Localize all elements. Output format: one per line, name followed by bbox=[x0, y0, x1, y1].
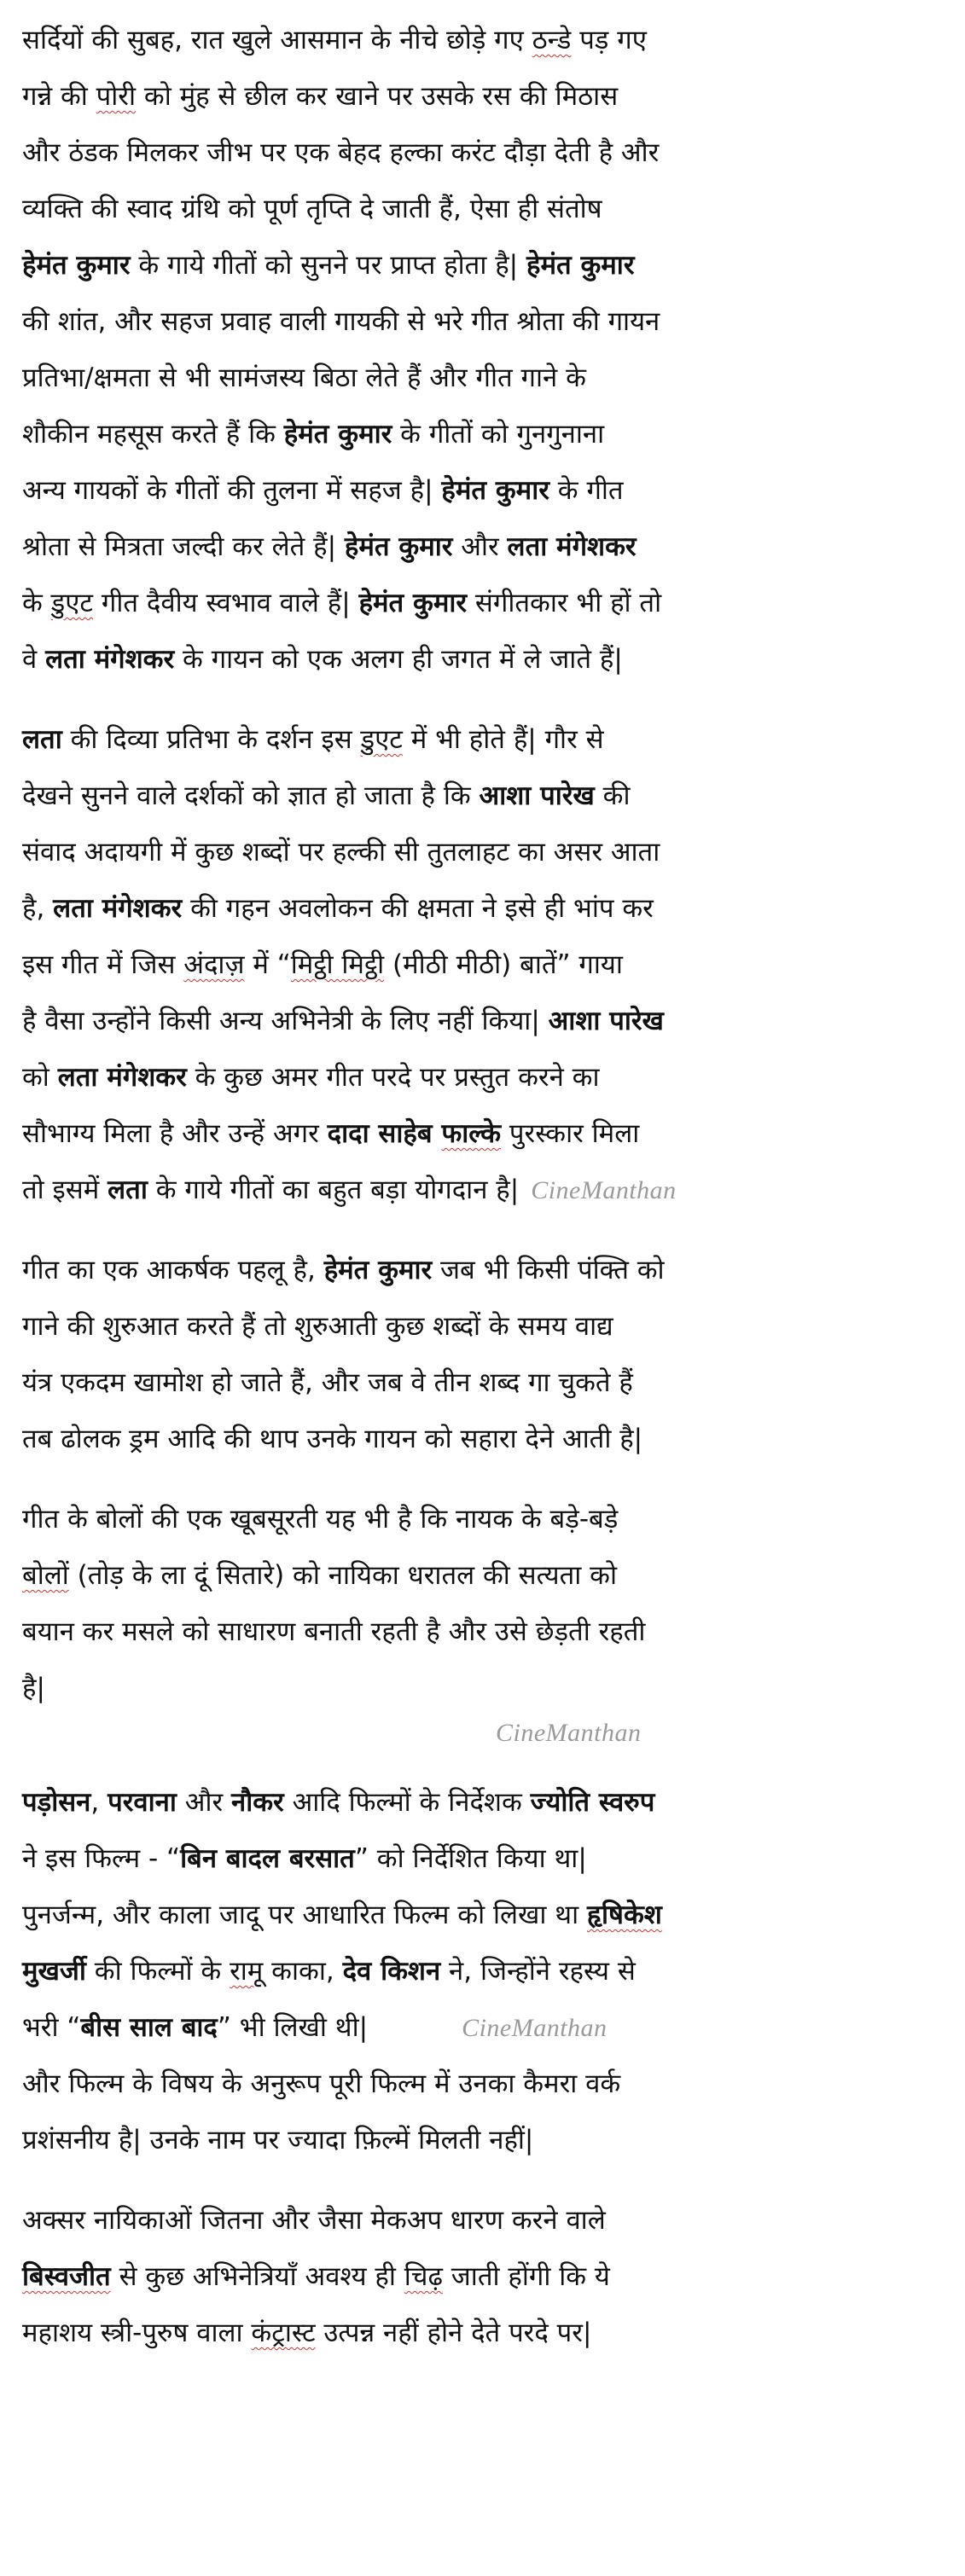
text-run: उत्पन्न नहीं होने देते परदे पर| bbox=[315, 2318, 592, 2348]
text-run: के bbox=[22, 588, 51, 618]
bold-flagged-text: हृषिकेश bbox=[586, 1900, 662, 1930]
text-run: के गीत bbox=[549, 475, 624, 506]
spellcheck-flagged-word: पोरी bbox=[96, 81, 137, 112]
text-line bbox=[22, 125, 961, 181]
text-run: गाने की शुरुआत करते हैं तो शुरुआती कुछ शब्दों के समय वाद्य bbox=[22, 1311, 613, 1342]
paragraph-gap bbox=[22, 688, 961, 711]
text-run: अन्य गायकों के गीतों की तुलना में सहज है| bbox=[22, 475, 442, 506]
bold-flagged-text: फाल्के bbox=[441, 1118, 502, 1149]
watermark-logo: CineManthan bbox=[496, 1719, 642, 1747]
spellcheck-flagged-word: अंदाज़ bbox=[183, 949, 245, 980]
spellcheck-flagged-word: चिढ़ bbox=[404, 2261, 443, 2292]
text-line bbox=[22, 1604, 961, 1660]
text-line bbox=[22, 68, 961, 125]
text-line bbox=[22, 1943, 961, 1999]
text-line bbox=[22, 2248, 961, 2305]
text-run: के गायन को एक अलग ही जगत में ले जाते हैं| bbox=[174, 644, 623, 675]
text-run: के गाये गीतों का बहुत बड़ा योगदान है| bbox=[147, 1175, 520, 1205]
text-run: श्रोता से मित्रता जल्दी कर लेते हैं| bbox=[22, 531, 345, 562]
bold-name: लता bbox=[108, 1175, 148, 1205]
spellcheck-flagged-word: ठन्डे bbox=[532, 25, 572, 55]
text-line bbox=[22, 937, 961, 993]
watermark-logo: CineManthan bbox=[531, 1176, 677, 1204]
text-run: को bbox=[22, 1062, 58, 1093]
text-line bbox=[22, 2192, 961, 2248]
text-line bbox=[22, 519, 961, 575]
bold-name: नौकर bbox=[231, 1787, 284, 1818]
text-run: ” भी लिखी थी| bbox=[217, 2012, 369, 2043]
text-run: सौभाग्य मिला है और उन्हें अगर bbox=[22, 1118, 328, 1149]
article-body bbox=[22, 12, 961, 2361]
text-line bbox=[22, 631, 961, 688]
text-run: सर्दियों की सुबह, रात खुले आसमान के नीचे छोड़े गए bbox=[22, 25, 532, 55]
watermark-logo: CineManthan bbox=[462, 2014, 607, 2042]
text-line bbox=[22, 1049, 961, 1105]
bold-name: मुखर्जी bbox=[22, 1956, 86, 1987]
bold-name: ज्योति स्वरुप bbox=[530, 1787, 655, 1818]
paragraph-gap bbox=[22, 1750, 961, 1774]
paragraph bbox=[22, 2192, 961, 2361]
text-run: और bbox=[452, 531, 508, 562]
text-run: गीत के बोलों की एक खूबसूरती यह भी है कि नायक के बड़े-बड़े bbox=[22, 1504, 619, 1535]
text-run: के कुछ अमर गीत परदे पर प्रस्तुत करने का bbox=[186, 1062, 600, 1093]
text-run: गन्ने की bbox=[22, 81, 96, 112]
text-run: को मुंह से छील कर खाने पर उसके रस की मिठास bbox=[136, 81, 619, 112]
text-line bbox=[22, 1660, 961, 1716]
text-run: की फिल्मों के bbox=[85, 1956, 230, 1987]
text-line bbox=[22, 350, 961, 406]
bold-name: पड़ोसन bbox=[22, 1787, 91, 1818]
bold-name: लता bbox=[22, 724, 62, 755]
text-line bbox=[22, 768, 961, 824]
text-line bbox=[22, 1242, 961, 1298]
text-line bbox=[22, 1411, 961, 1467]
paragraph bbox=[22, 711, 961, 1218]
text-run: (तोड़ के ला दूं सितारे) को नायिका धरातल की सत्यता को bbox=[68, 1560, 618, 1591]
text-line bbox=[22, 1105, 961, 1162]
text-run: की गहन अवलोकन की क्षमता ने इसे ही भांप कर bbox=[182, 893, 654, 924]
bold-name: हेमंत कुमार bbox=[283, 419, 392, 450]
bold-name: हेमंत कुमार bbox=[441, 475, 549, 506]
bold-name: हेमंत कुमार bbox=[344, 531, 453, 562]
text-line bbox=[22, 181, 961, 237]
text-run: है, bbox=[22, 893, 54, 924]
text-run: है| bbox=[22, 1673, 45, 1703]
text-run: से कुछ अभिनेत्रियाँ अवश्य ही bbox=[110, 2261, 404, 2292]
text-run: यंत्र एकदम खामोश हो जाते हैं, और जब वे तीन शब्द गा चुकते हैं bbox=[22, 1367, 633, 1398]
bold-flagged-text: बिस्वजीत bbox=[22, 2261, 111, 2292]
text-run: जब भी किसी पंक्ति को bbox=[432, 1255, 665, 1285]
bold-name: देव किशन bbox=[342, 1956, 441, 1987]
paragraph bbox=[22, 1491, 961, 1750]
bold-name: परवाना bbox=[108, 1787, 177, 1818]
spellcheck-flagged-word: डुएट bbox=[360, 724, 403, 755]
spellcheck-flagged-word: डुएट bbox=[50, 588, 94, 618]
bold-name: लता मंगेशकर bbox=[507, 531, 637, 562]
text-line bbox=[22, 1830, 961, 1887]
text-run: और bbox=[176, 1787, 232, 1818]
bold-name: बिन बादल बरसात bbox=[180, 1843, 355, 1874]
text-run: तो इसमें bbox=[22, 1175, 108, 1205]
text-run: की दिव्या प्रतिभा के दर्शन इस bbox=[61, 724, 361, 755]
text-run: भरी “ bbox=[22, 2012, 81, 2043]
text-line bbox=[22, 1547, 961, 1604]
text-run: अक्सर नायिकाओं जितना और जैसा मेकअप धारण करने वाले bbox=[22, 2205, 606, 2236]
text-line bbox=[22, 1774, 961, 1830]
text-run: ने इस फिल्म - “ bbox=[22, 1843, 181, 1874]
text-run: और फिल्म के विषय के अनुरूप पूरी फिल्म में उनका कैमरा वर्क bbox=[22, 2068, 621, 2099]
text-run: जाती होंगी कि ये bbox=[442, 2261, 610, 2292]
text-line bbox=[22, 1887, 961, 1943]
text-run: की bbox=[594, 780, 631, 811]
paragraph bbox=[22, 1242, 961, 1467]
bold-name: हेमंत कुमार bbox=[22, 250, 131, 281]
text-line bbox=[22, 880, 961, 937]
text-run: पुनर्जन्म, और काला जादू पर आधारित फिल्म को लिखा था bbox=[22, 1900, 587, 1930]
bold-name: दादा साहेब bbox=[327, 1118, 442, 1149]
text-run: प्रशंसनीय है| उनके नाम पर ज्यादा फ़िल्में मिलती नहीं| bbox=[22, 2125, 534, 2155]
text-run: गीत दैवीय स्वभाव वाले हैं| bbox=[93, 588, 359, 618]
spellcheck-flagged-word: रामू bbox=[230, 1956, 264, 1987]
text-run: व्यक्ति की स्वाद ग्रंथि को पूर्ण तृप्ति दे जाती हैं, ऐसा ही संतोष bbox=[22, 194, 602, 224]
text-line bbox=[22, 237, 961, 293]
text-run: इस गीत में जिस bbox=[22, 949, 184, 980]
bold-name: आशा पारेख bbox=[479, 780, 595, 811]
text-line bbox=[22, 1162, 961, 1218]
text-line bbox=[22, 2305, 961, 2361]
text-line bbox=[22, 1355, 961, 1411]
text-run: में भी होते हैं| गौर से bbox=[402, 724, 604, 755]
bold-name: लता मंगेशकर bbox=[53, 893, 183, 924]
paragraph-gap bbox=[22, 1467, 961, 1491]
text-run: प्रतिभा/क्षमता से भी सामंजस्य बिठा लेते हैं और गीत गाने के bbox=[22, 363, 586, 393]
text-run: (मीठी मीठी) बातें” गाया bbox=[384, 949, 623, 980]
paragraph-gap bbox=[22, 2168, 961, 2192]
text-run: संगीतकार भी हों तो bbox=[467, 588, 662, 618]
text-run: शौकीन महसूस करते हैं कि bbox=[22, 419, 284, 450]
text-line bbox=[22, 2056, 961, 2112]
text-run: गीत का एक आकर्षक पहलू है, bbox=[22, 1255, 324, 1285]
text-run: आदि फिल्मों के निर्देशक bbox=[283, 1787, 531, 1818]
text-line bbox=[22, 575, 961, 631]
text-run: तब ढोलक ड्रम आदि की थाप उनके गायन को सहारा देने आती है| bbox=[22, 1424, 643, 1454]
bold-name: हेमंत कुमार bbox=[358, 588, 468, 618]
text-run: और ठंडक मिलकर जीभ पर एक बेहद हल्का करंट दौड़ा देती है और bbox=[22, 137, 660, 168]
bold-name: हेमंत कुमार bbox=[323, 1255, 433, 1285]
text-run: वे bbox=[22, 644, 46, 675]
text-run: में “ bbox=[244, 949, 291, 980]
text-line bbox=[22, 824, 961, 880]
text-run: है वैसा उन्होंने किसी अन्य अभिनेत्री के लिए नहीं किया| bbox=[22, 1006, 549, 1036]
paragraph bbox=[22, 1774, 961, 2168]
text-run: के गाये गीतों को सुनने पर प्राप्त होता है| bbox=[130, 250, 526, 281]
spellcheck-flagged-word: बोलों bbox=[22, 1560, 69, 1591]
text-run: संवाद अदायगी में कुछ शब्दों पर हल्की सी तुतलाहट का असर आता bbox=[22, 837, 660, 867]
text-line bbox=[22, 406, 961, 462]
text-run: ” को निर्देशित किया था| bbox=[354, 1843, 587, 1874]
text-run: पड़ गए bbox=[571, 25, 647, 55]
text-run: देखने सुनने वाले दर्शकों को ज्ञात हो जाता है कि bbox=[22, 780, 480, 811]
text-run: पुरस्कार मिला bbox=[501, 1118, 640, 1149]
text-line bbox=[22, 12, 961, 68]
text-line bbox=[22, 462, 961, 519]
spellcheck-flagged-word: मिट्ठी मिट्ठी bbox=[290, 949, 385, 980]
text-line bbox=[22, 1298, 961, 1355]
bold-name: लता मंगेशकर bbox=[57, 1062, 187, 1093]
bold-name: हेमंत कुमार bbox=[526, 250, 635, 281]
paragraph bbox=[22, 12, 961, 688]
text-line bbox=[22, 2112, 961, 2168]
text-run: , bbox=[90, 1787, 108, 1818]
text-run: के गीतों को गुनगुनाना bbox=[392, 419, 605, 450]
text-line bbox=[22, 993, 961, 1049]
text-line bbox=[22, 293, 961, 350]
paragraph-gap bbox=[22, 1218, 961, 1242]
bold-name: बीस साल बाद bbox=[80, 2012, 218, 2043]
text-run: बयान कर मसले को साधारण बनाती रहती है और उसे छेड़ती रहती bbox=[22, 1616, 646, 1647]
text-line bbox=[22, 1999, 961, 2056]
text-run: महाशय स्त्री-पुरुष वाला bbox=[22, 2318, 252, 2348]
text-run: ने, जिन्होंने रहस्य से bbox=[440, 1956, 636, 1987]
bold-name: आशा पारेख bbox=[548, 1006, 664, 1036]
text-run: काका, bbox=[263, 1956, 343, 1987]
bold-name: लता मंगेशकर bbox=[45, 644, 175, 675]
text-line bbox=[22, 711, 961, 768]
text-run: की शांत, और सहज प्रवाह वाली गायकी से भरे गीत श्रोता की गायन bbox=[22, 306, 660, 337]
text-line bbox=[22, 1491, 961, 1547]
spellcheck-flagged-word: कंट्रास्ट bbox=[251, 2318, 316, 2348]
